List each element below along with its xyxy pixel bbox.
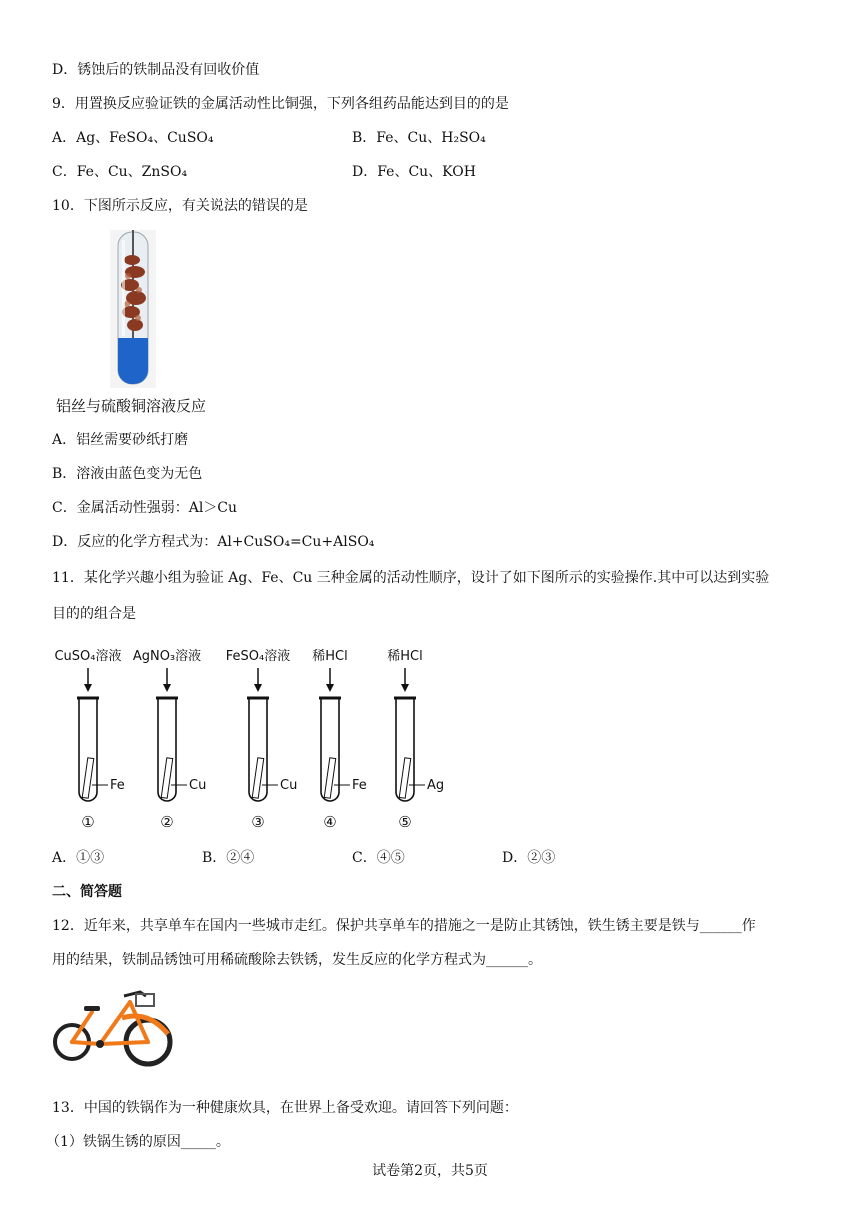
arrow-head-icon [163,684,171,692]
q9-option-b: B．Fe、Cu、H₂SO₄ [352,130,486,146]
tube-metal-label: Ag [427,778,445,793]
tube-metal-label: Cu [189,778,207,793]
tube-metal-label: Fe [110,778,125,793]
arrow-head-icon [326,684,334,692]
tube-number-label: ⑤ [398,813,412,831]
tube-metal-label: Fe [352,778,367,793]
arrow-head-icon [254,684,262,692]
q12-line1: 12．近年来，共享单车在国内一些城市走红。保护共享单车的措施之一是防止其锈蚀，铁生锈主要是铁与______作 [52,918,756,934]
page-footer: 试卷第2页，共5页 [372,1163,488,1179]
arrow-head-icon [84,684,92,692]
tube-reagent-label: 稀HCl [312,649,348,664]
q11-experiment-diagram [50,640,470,840]
q13-sub1: （1）铁锅生锈的原因_____。 [46,1134,230,1150]
tube-reagent-label: AgNO₃溶液 [132,649,202,664]
seat [84,1006,100,1011]
tube-reagent-label: CuSO₄溶液 [54,649,122,664]
arrow-head-icon [401,684,409,692]
q8-option-d: D．锈蚀后的铁制品没有回收价值 [52,62,260,78]
metal-strip [399,758,411,798]
tube-number-label: ② [160,813,174,831]
q10-stem: 10．下图所示反应，有关说法的错误的是 [52,198,308,214]
q11-option-c: C．④⑤ [352,850,405,866]
q11-option-b: B．②④ [202,850,255,866]
q11-stem-line1: 11．某化学兴趣小组为验证 Ag、Fe、Cu 三种金属的活动性顺序，设计了如下图所示的实验操作.其中可以达到实验 [52,570,770,586]
q13-stem: 13．中国的铁锅作为一种健康炊具，在世界上备受欢迎。请回答下列问题： [52,1100,518,1116]
shared-bike-image [52,984,176,1070]
q9-option-c: C．Fe、Cu、ZnSO₄ [52,164,188,180]
q10-option-b: B．溶液由蓝色变为无色 [52,466,203,482]
test-tube-4 [312,648,367,831]
q10-option-a: A．铝丝需要砂纸打磨 [52,432,189,448]
q9-option-d: D．Fe、Cu、KOH [352,164,476,180]
tube-reagent-label: FeSO₄溶液 [225,649,291,664]
q11-option-a: A．①③ [52,850,105,866]
q11-stem-line2: 目的的组合是 [52,606,136,622]
tube-number-label: ① [81,813,95,831]
metal-strip [252,758,264,798]
q10-figure-caption: 铝丝与硫酸铜溶液反应 [56,397,207,415]
test-tube-photo [110,230,156,388]
q10-option-d: D．反应的化学方程式为：Al+CuSO₄=Cu+AlSO₄ [52,534,375,550]
q11-option-d: D．②③ [502,850,556,866]
q9-stem: 9．用置换反应验证铁的金属活动性比铜强，下列各组药品能达到目的的是 [52,96,509,112]
q10-option-c: C．金属活动性强弱：Al＞Cu [52,500,238,516]
test-tube-5 [387,648,444,831]
metal-strip [161,758,173,798]
tube-number-label: ③ [251,813,265,831]
q12-line2: 用的结果，铁制品锈蚀可用稀硫酸除去铁锈，发生反应的化学方程式为______。 [52,952,542,968]
section-title: 二、简答题 [52,884,122,900]
test-tube-2 [133,648,206,831]
q9-option-a: A．Ag、FeSO₄、CuSO₄ [52,130,214,146]
test-tube-1 [54,648,124,831]
test-tube-3 [226,648,298,831]
tube-metal-label: Cu [280,778,298,793]
tube-number-label: ④ [323,813,337,831]
tube-reagent-label: 稀HCl [387,649,423,664]
metal-strip [324,758,336,798]
metal-strip [82,758,94,798]
